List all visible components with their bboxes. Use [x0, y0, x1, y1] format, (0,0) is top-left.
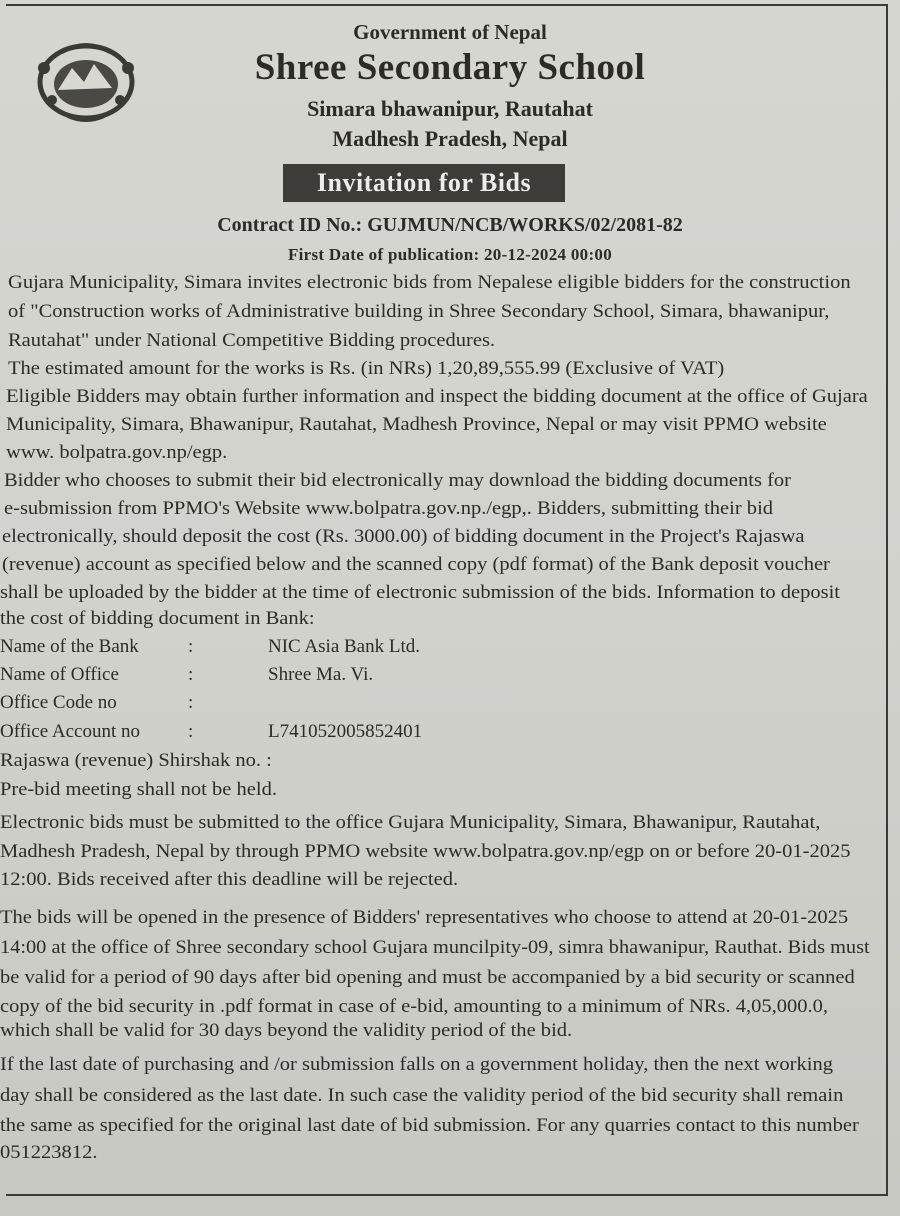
body-line: which shall be valid for 30 days beyond the validity period of the bid. [0, 1020, 573, 1041]
contract-id: Contract ID No.: GUJMUN/NCB/WORKS/02/2081-82 [217, 214, 683, 236]
bank-detail-row: Office Account no : L741052005852401 [0, 721, 423, 742]
body-line: Rajaswa (revenue) Shirshak no. : [0, 750, 272, 771]
body-line: Municipality, Simara, Bhawanipur, Rautahat, Madhesh Province, Nepal or may visit PPMO website [6, 414, 827, 435]
body-line: 14:00 at the office of Shree secondary school Gujara muncilpity-09, simra bhawanipur, Rauthat. Bids must [0, 937, 870, 958]
body-line: Gujara Municipality, Simara invites electronic bids from Nepalese eligible bidders for the construction [8, 272, 851, 293]
address-line-1: Simara bhawanipur, Rautahat [307, 96, 593, 121]
body-line: the same as specified for the original last date of bid submission. For any quarries contact to this number [0, 1115, 859, 1136]
body-line: The bids will be opened in the presence of Bidders' representatives who choose to attend at 20-01-2025 [0, 907, 849, 928]
publication-date: First Date of publication: 20-12-2024 00:00 [287, 245, 613, 264]
body-line: Electronic bids must be submitted to the office Gujara Municipality, Simara, Bhawanipur, Rautahat, [0, 812, 821, 833]
body-line: the cost of bidding document in Bank: [0, 608, 315, 629]
body-line: copy of the bid security in .pdf format in case of e-bid, amounting to a minimum of NRs. 4,05,000.0, [0, 996, 829, 1017]
notice-title: Invitation for Bids [283, 164, 565, 202]
address-line-2: Madhesh Pradesh, Nepal [332, 126, 568, 151]
school-name: Shree Secondary School [254, 47, 646, 88]
body-line: 051223812. [0, 1142, 98, 1163]
body-line: If the last date of purchasing and /or submission falls on a government holiday, then the next working [0, 1054, 833, 1075]
body-line: shall be uploaded by the bidder at the time of electronic submission of the bids. Information to deposit [0, 582, 841, 603]
body-line: Madhesh Pradesh, Nepal by through PPMO website www.bolpatra.gov.np/egp on or before 20-01-2025 [0, 841, 851, 862]
body-line: electronically, should deposit the cost (Rs. 3000.00) of bidding document in the Project's Rajaswa [2, 526, 805, 547]
body-line: Pre-bid meeting shall not be held. [0, 779, 277, 800]
body-line: The estimated amount for the works is Rs. (in NRs) 1,20,89,555.99 (Exclusive of VAT) [8, 358, 725, 379]
government-heading: Government of Nepal [353, 20, 547, 44]
body-line: e-submission from PPMO's Website www.bolpatra.gov.np./egp,. Bidders, submitting their bid [4, 498, 774, 519]
body-line: Eligible Bidders may obtain further information and inspect the bidding document at the office of Gujara [6, 386, 868, 407]
body-line: (revenue) account as specified below and the scanned copy (pdf format) of the Bank deposit voucher [2, 554, 830, 575]
bank-detail-row: Name of the Bank : NIC Asia Bank Ltd. [0, 636, 420, 657]
body-line: Rautahat" under National Competitive Bidding procedures. [8, 330, 496, 351]
bank-detail-row: Office Code no : [0, 692, 194, 713]
body-line: be valid for a period of 90 days after bid opening and must be accompanied by a bid security or scanned [0, 967, 855, 988]
body-line: of "Construction works of Administrative building in Shree Secondary School, Simara, bhawanipur, [8, 301, 830, 322]
body-line: www. bolpatra.gov.np/egp. [6, 442, 228, 463]
body-line: 12:00. Bids received after this deadline will be rejected. [0, 869, 459, 890]
body-line: day shall be considered as the last date. In such case the validity period of the bid security shall remain [0, 1085, 844, 1106]
bank-detail-row: Name of Office : Shree Ma. Vi. [0, 664, 374, 685]
body-line: Bidder who chooses to submit their bid electronically may download the bidding documents for [4, 470, 792, 491]
